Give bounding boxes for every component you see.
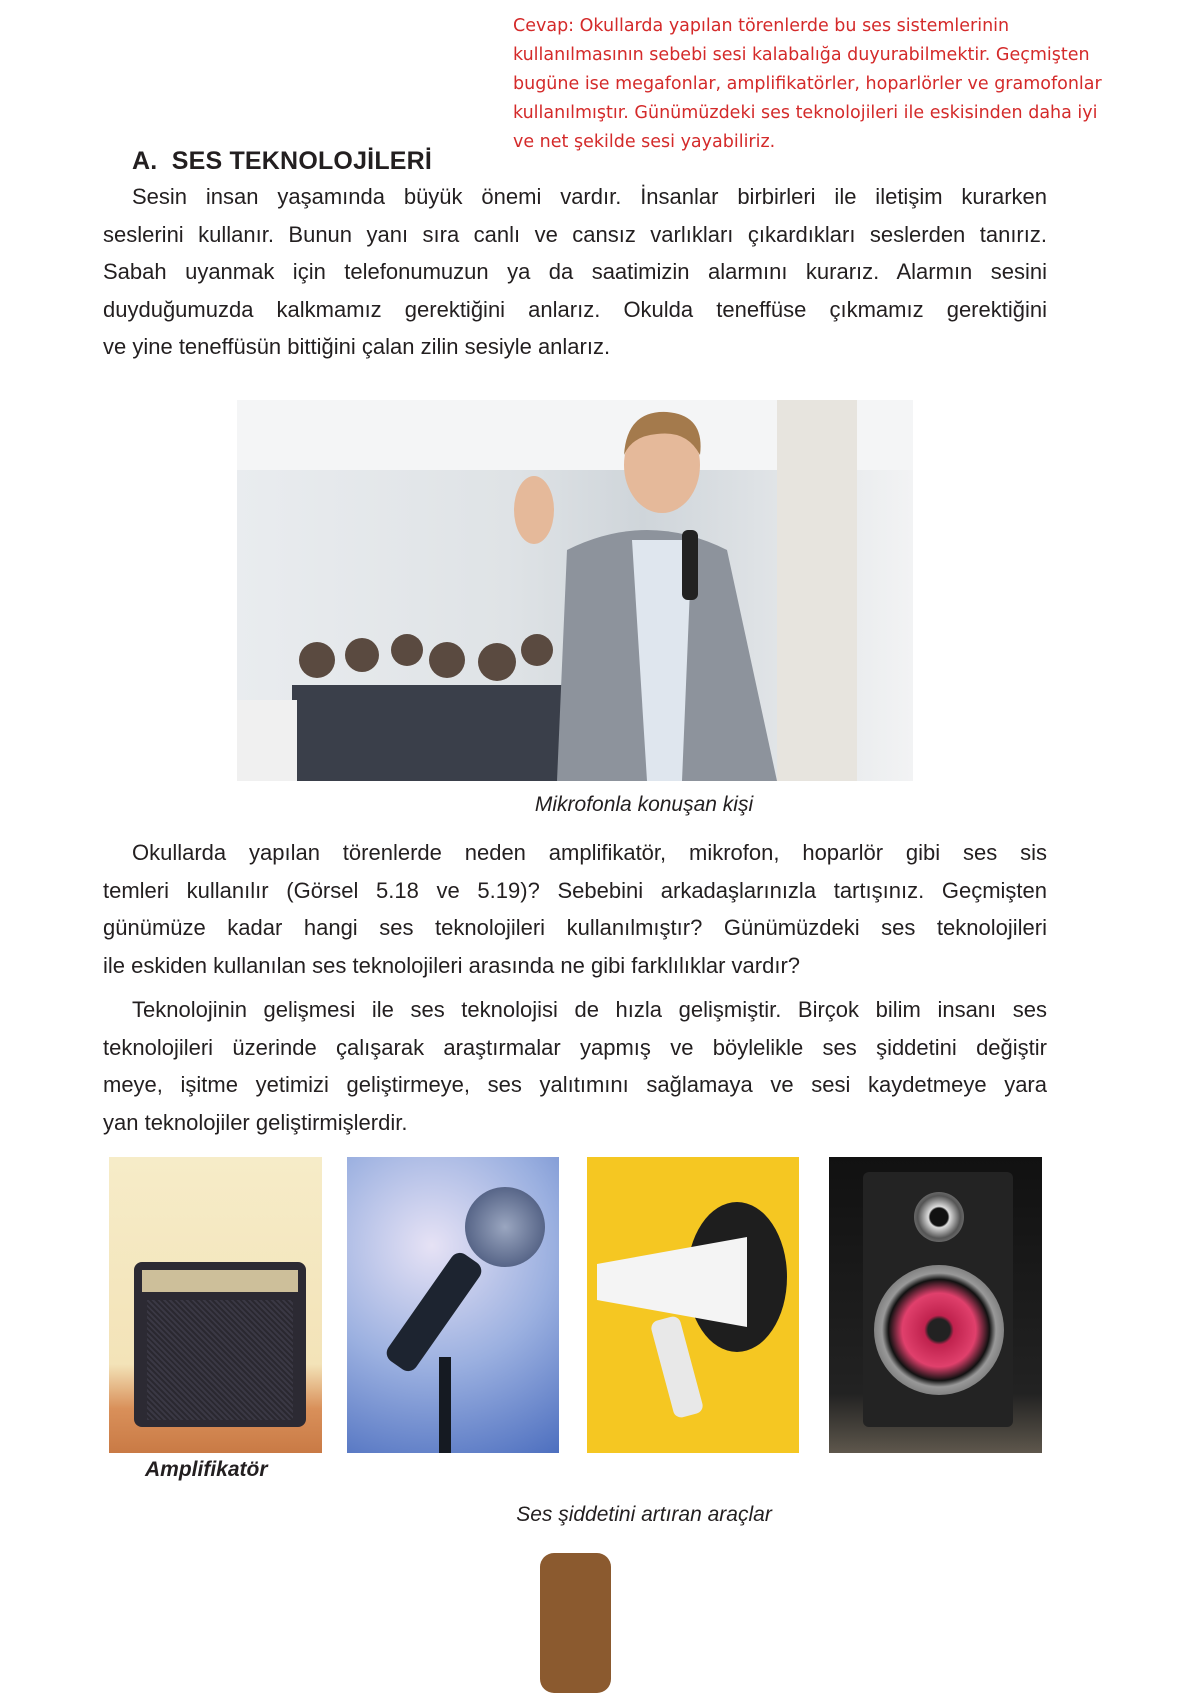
text-line: teknolojileri üzerinde çalışarak araştırmalar yapmış ve böylelikle ses şiddetini değiştir: [103, 1034, 1047, 1060]
answer-note: [513, 12, 1178, 157]
text-line: yan teknolojiler geliştirmişlerdir.: [103, 1109, 408, 1135]
text-line: seslerini kullanır. Bunun yanı sıra canlı ve cansız varlıkları çıkardıkları seslerden tanırız.: [103, 221, 1047, 247]
devices-caption: Ses şiddetini artıran araçlar: [516, 1503, 772, 1526]
amplifier-label: Amplifikatör: [145, 1458, 268, 1481]
answer-line: bugüne ise megafonlar, amplifikatörler, hoparlörler ve gramofonlar: [513, 74, 1102, 94]
text-line: temleri kullanılır (Görsel 5.18 ve 5.19)? Sebebini arkadaşlarınızla tartışınız. Geçmişten: [103, 877, 1047, 903]
text-line: günümüze kadar hangi ses teknolojileri kullanılmıştır? Günümüzdeki ses teknolojileri: [103, 915, 1047, 941]
answer-line: kullanılmasının sebebi sesi kalabalığa duyurabilmektir. Geçmişten: [513, 45, 1090, 65]
paragraph-1: [103, 178, 1047, 366]
answer-line: Cevap: Okullarda yapılan törenlerde bu ses sistemlerinin: [513, 16, 1010, 36]
microphone-image: [347, 1157, 559, 1453]
text-line: ile eskiden kullanılan ses teknolojileri arasında ne gibi farklılıklar vardır?: [103, 952, 801, 978]
paragraph-3: [103, 991, 1047, 1141]
text-line: duyduğumuzda kalkmamız gerektiğini anlarız. Okulda teneffüse çıkmamız gerektiğini: [103, 296, 1047, 322]
speaker-photo: [237, 400, 913, 781]
megaphone-image: [587, 1157, 799, 1453]
text-line: ve yine teneffüsün bittiğini çalan zilin sesiyle anlarız.: [103, 334, 611, 360]
section-heading: A. SES TEKNOLOJİLERİ: [132, 147, 433, 175]
text-line: Teknolojinin gelişmesi ile ses teknolojisi de hızla gelişmiştir. Birçok bilim insanı ses: [132, 997, 1047, 1022]
text-line: Okullarda yapılan törenlerde neden amplifikatör, mikrofon, hoparlör gibi ses sis: [132, 840, 1047, 865]
text-line: meye, işitme yetimizi geliştirmeye, ses yalıtımını sağlamaya ve sesi kaydetmeye yara: [103, 1072, 1047, 1098]
answer-line: ve net şekilde sesi yayabiliriz.: [513, 132, 776, 152]
photo-caption: Mikrofonla konuşan kişi: [534, 793, 754, 816]
speaker-illustration: [237, 400, 913, 781]
text-line: Sesin insan yaşamında büyük önemi vardır. İnsanlar birbirleri ile iletişim kurarken: [132, 184, 1047, 209]
amplifier-image: [109, 1157, 322, 1453]
text-line: Sabah uyanmak için telefonumuzun ya da saatimizin alarmını kurarız. Alarmın sesini: [103, 259, 1047, 285]
page-number-tab: [540, 1553, 611, 1693]
speaker-image: [829, 1157, 1042, 1453]
paragraph-2: [103, 834, 1047, 984]
answer-line: kullanılmıştır. Günümüzdeki ses teknolojileri ile eskisinden daha iyi: [513, 103, 1098, 123]
